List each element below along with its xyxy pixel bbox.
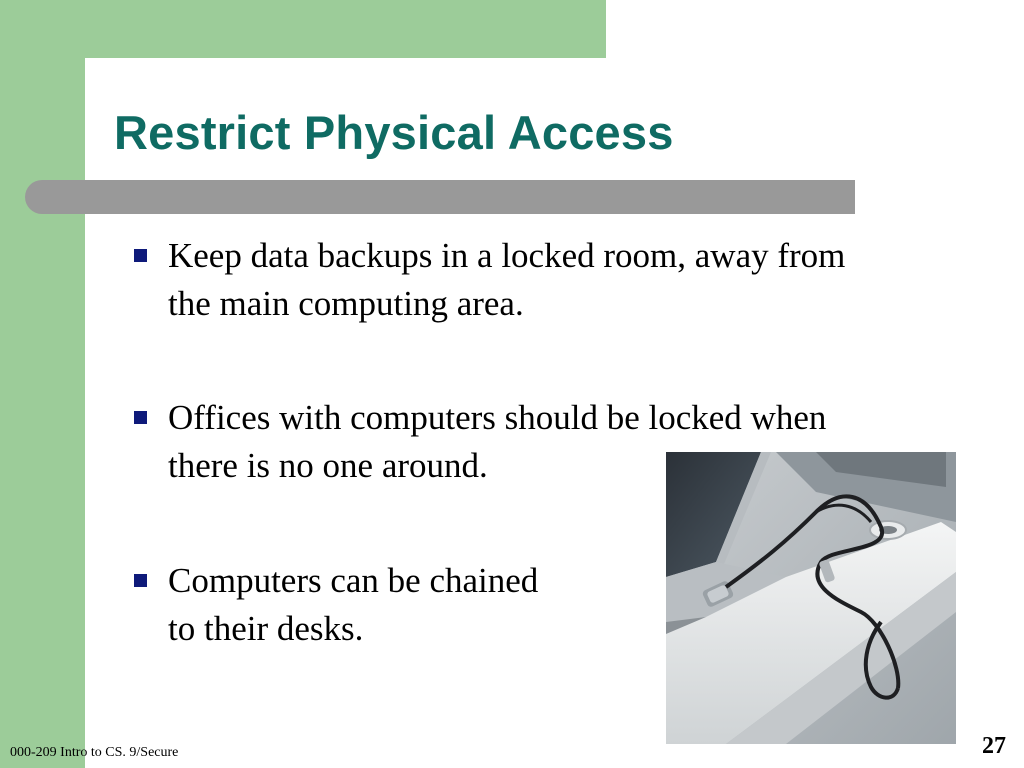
square-bullet-icon	[134, 411, 147, 424]
bullet-line: the main computing area.	[168, 284, 524, 323]
square-bullet-icon	[134, 574, 147, 587]
bullet-line: Computers can be chained	[168, 561, 539, 600]
page-number: 27	[982, 733, 1006, 759]
bullet-line: there is no one around.	[168, 446, 488, 485]
title-divider-bar	[25, 180, 855, 214]
slide-title: Restrict Physical Access	[114, 106, 674, 159]
bullet-text	[168, 232, 950, 328]
bullet-line: Offices with computers should be locked when	[168, 398, 827, 437]
bullet-line: to their desks.	[168, 609, 364, 648]
square-bullet-icon	[134, 249, 147, 262]
bullet-item	[130, 232, 950, 328]
footer-course-label: 000-209 Intro to CS. 9/Secure	[10, 745, 179, 760]
bullet-line: Keep data backups in a locked room, away from	[168, 236, 846, 275]
top-green-band	[0, 0, 606, 58]
left-green-band	[0, 0, 85, 768]
laptop-cable-lock-photo	[666, 452, 956, 744]
